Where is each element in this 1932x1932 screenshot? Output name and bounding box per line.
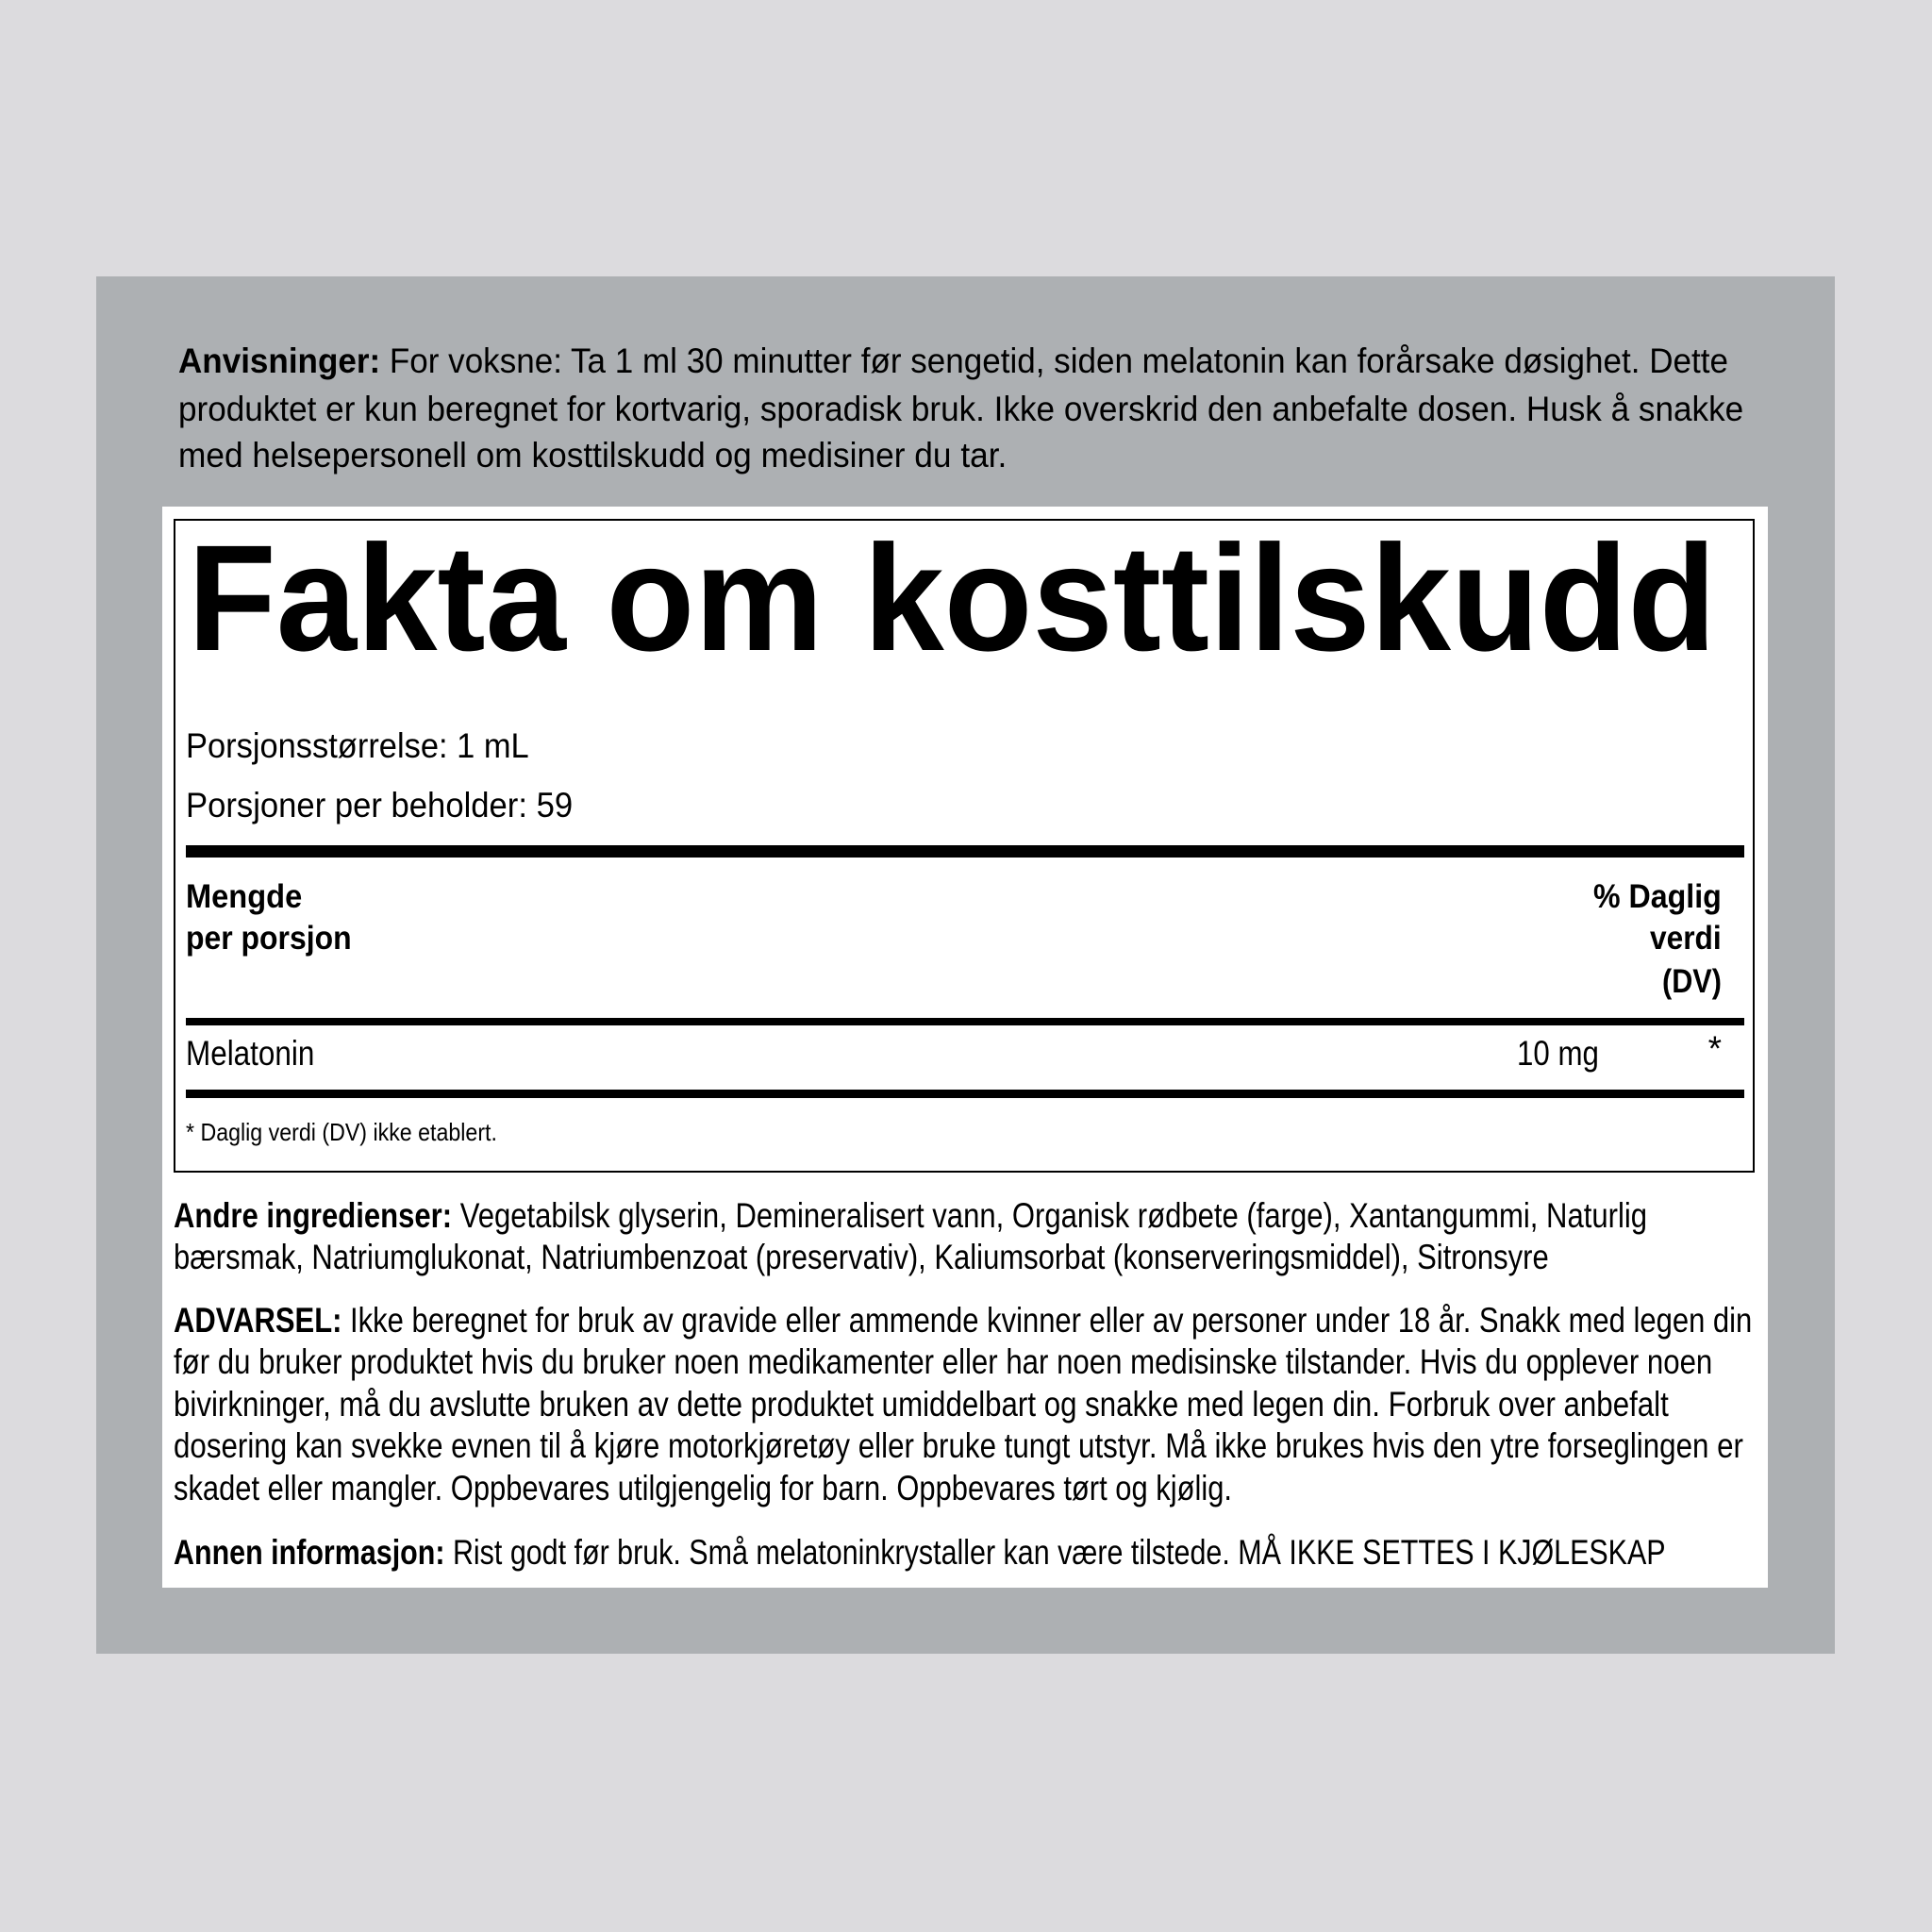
header-amount-line-2: per porsjon [186,920,352,957]
nutrient-dv: * [1707,1029,1722,1068]
warning-line-1 [174,1300,1752,1341]
nutrient-amount: 10 mg [1517,1034,1599,1073]
warning-line-2: før du bruker produktet hvis du bruker noen medikamenter eller har noen medisinske tilstander. Hvis du opplever noen [174,1342,1713,1381]
warning-line-5: skadet eller mangler. Oppbevares utilgjengelig for barn. Oppbevares tørt og kjølig. [174,1469,1232,1507]
warning-line-3: bivirkninger, må du avslutte bruken av dette produktet umiddelbart og snakke med legen din. Forbruk over anbefalt [174,1385,1669,1424]
warning-label: ADVARSEL: [174,1301,342,1340]
directions-line-2: produktet er kun beregnet for kortvarig, sporadisk bruk. Ikke overskrid den anbefalte dosen. Husk å snakke [178,390,1744,428]
warning-text: Ikke beregnet for bruk av gravide eller ammende kvinner eller av personer under 18 år. Snakk med legen din [341,1301,1753,1340]
other-ingredients-text: Vegetabilsk glyserin, Demineralisert vann, Organisk rødbete (farge), Xantangummi, Naturlig [452,1196,1648,1235]
header-dv-line-1: % Daglig [1593,878,1722,915]
nutrient-name: Melatonin [186,1034,315,1073]
serving-size: Porsjonsstørrelse: 1 mL [186,726,529,765]
header-amount-line-1: Mengde [186,878,303,915]
other-ingredients-line-1 [174,1195,1647,1237]
header-dv-line-2: verdi [1650,920,1722,957]
other-info-label: Annen informasjon: [174,1533,445,1572]
directions-line-3: med helsepersonell om kosttilskudd og medisiner du tar. [178,436,1008,475]
thick-divider [186,845,1744,858]
header-dv-line-3: (DV) [1662,963,1722,1000]
warning-line-4: dosering kan svekke evnen til å kjøre motorkjøretøy eller bruke tungt utstyr. Må ikke brukes hvis den ytre forseglingen er [174,1426,1743,1465]
directions-label: Anvisninger: [178,341,381,380]
dv-footnote: * Daglig verdi (DV) ikke etablert. [186,1118,497,1146]
servings-per-container: Porsjoner per beholder: 59 [186,786,574,824]
other-ingredients-label: Andre ingredienser: [174,1196,453,1235]
divider [186,1018,1744,1025]
directions-text: For voksne: Ta 1 ml 30 minutter før sengetid, siden melatonin kan forårsake døsighet. Dette [380,341,1728,380]
other-info-text: Rist godt før bruk. Små melatoninkrystaller kan være tilstede. MÅ IKKE SETTES I KJØLESKAP [444,1533,1666,1572]
divider [186,1090,1744,1098]
facts-title: Fakta om kosttilskudd [188,513,1717,682]
other-info-line [174,1532,1666,1574]
directions-line-1 [178,341,1728,382]
other-ingredients-line-2: bærsmak, Natriumglukonat, Natriumbenzoat (preservativ), Kaliumsorbat (konserveringsmiddel), Sitronsyre [174,1238,1549,1276]
